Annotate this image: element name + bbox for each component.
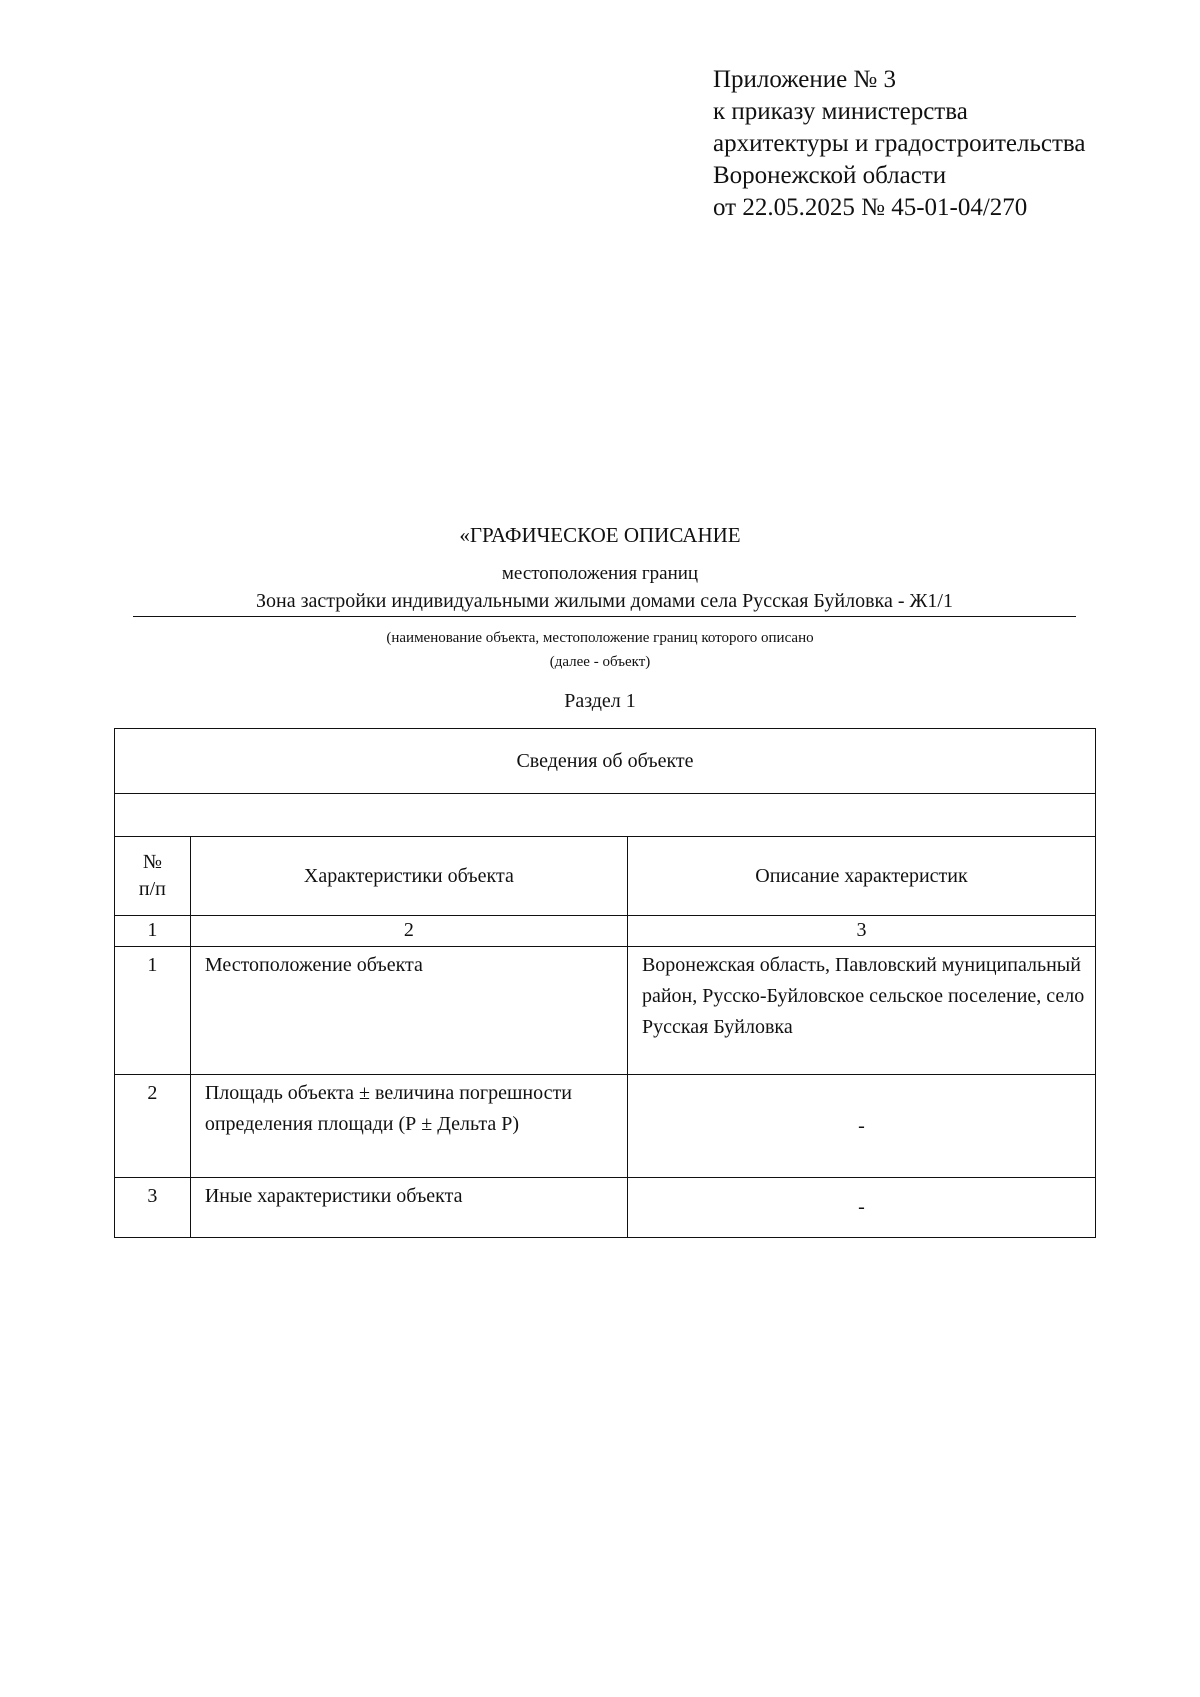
object-name-note-2: (далее - объект) xyxy=(549,654,651,670)
appendix-reference xyxy=(713,64,1085,224)
row-number: 1 xyxy=(115,947,191,1075)
table-empty-row xyxy=(115,794,1096,837)
appendix-line: от 22.05.2025 № 45-01-04/270 xyxy=(713,194,1028,221)
row-number: 3 xyxy=(115,1178,191,1238)
appendix-line: Воронежской области xyxy=(713,162,947,189)
object-name: Зона застройки индивидуальными жилыми домами села Русская Буйловка - Ж1/1 xyxy=(133,590,1076,617)
row-description: - xyxy=(627,1075,1095,1178)
row-characteristic-text: Площадь объекта ± величина погрешности определения площади (Р ± Дельта Р) xyxy=(204,1082,572,1135)
object-info-table xyxy=(114,728,1096,1238)
row-description: - xyxy=(627,1178,1095,1238)
row-description-text: Воронежская область, Павловский муниципальный район, Русско-Буйловское сельское поселение, село Русская Буйловка xyxy=(641,954,1085,1038)
document-title: «ГРАФИЧЕСКОЕ ОПИСАНИЕ xyxy=(459,523,741,547)
row-characteristic-text: Местоположение объекта xyxy=(204,954,423,976)
column-index-row xyxy=(115,916,1096,947)
appendix-line: архитектуры и градостроительства xyxy=(713,130,1086,157)
section-heading: Раздел 1 xyxy=(564,690,636,712)
column-index: 1 xyxy=(115,916,191,947)
row-characteristic xyxy=(190,1075,627,1178)
column-index: 2 xyxy=(190,916,627,947)
row-characteristic xyxy=(190,1178,627,1238)
table-header-row xyxy=(115,837,1096,916)
object-name-note: (наименование объекта, местоположение границ которого описано xyxy=(386,630,814,646)
column-index: 3 xyxy=(627,916,1095,947)
table-caption: Сведения об объекте xyxy=(115,729,1096,794)
appendix-line: к приказу министерства xyxy=(713,98,968,125)
header-number xyxy=(115,837,191,916)
table-empty-cell xyxy=(115,794,1096,837)
row-description xyxy=(627,947,1095,1075)
row-number: 2 xyxy=(115,1075,191,1178)
document-subtitle: местоположения границ xyxy=(501,563,699,584)
table-caption-row xyxy=(115,729,1096,794)
appendix-line: Приложение № 3 xyxy=(713,66,897,93)
header-number-line1: № xyxy=(142,851,162,873)
row-characteristic-text: Иные характеристики объекта xyxy=(204,1185,463,1207)
row-characteristic xyxy=(190,947,627,1075)
header-characteristics: Характеристики объекта xyxy=(190,837,627,916)
header-number-line2: п/п xyxy=(138,878,166,900)
table-row xyxy=(115,1178,1096,1238)
table-row xyxy=(115,1075,1096,1178)
table-row xyxy=(115,947,1096,1075)
header-description: Описание характеристик xyxy=(627,837,1095,916)
